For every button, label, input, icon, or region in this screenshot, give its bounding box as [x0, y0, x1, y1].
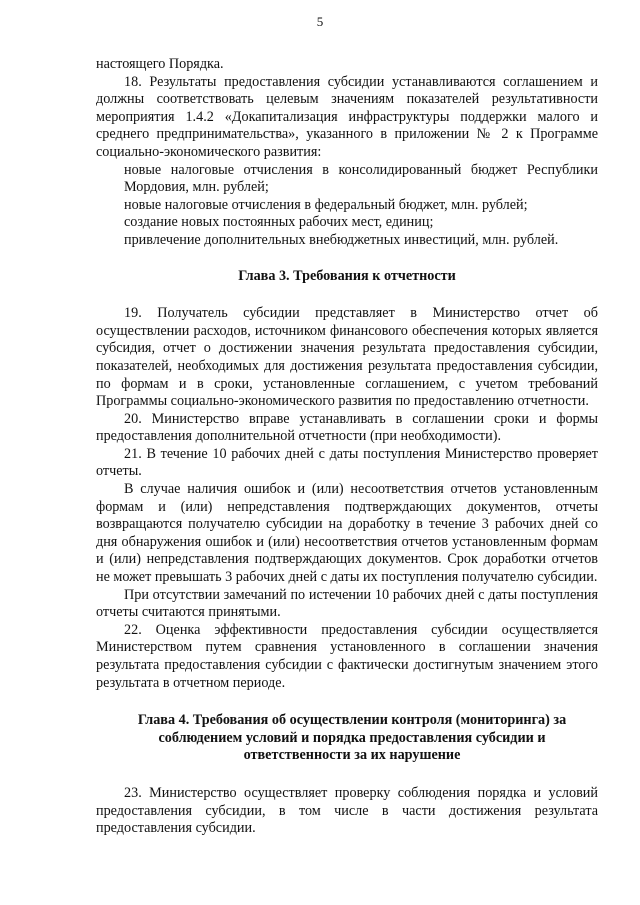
- document-body: [96, 56, 598, 838]
- paragraph-23: 23. Министерство осуществляет проверку соблюдения порядка и условий предоставления субсидии, в том числе в части достижения результата предоставления субсидии.: [96, 784, 598, 837]
- chapter-4-heading: [96, 712, 598, 765]
- list-item: привлечение дополнительных внебюджетных инвестиций, млн. рублей.: [124, 231, 559, 248]
- list-item: создание новых постоянных рабочих мест, единиц;: [124, 214, 434, 231]
- chapter-3-heading: Глава 3. Требования к отчетности: [238, 267, 456, 284]
- paragraph-21: 21. В течение 10 рабочих дней с даты поступления Министерство проверяет отчеты.: [96, 445, 598, 480]
- chapter-4-heading-line: Глава 4. Требования об осуществлении контроля (мониторинга) за: [137, 712, 567, 729]
- paragraph-20: 20. Министерство вправе устанавливать в соглашении сроки и формы предоставления дополнительной отчетности (при необходимости).: [96, 410, 598, 445]
- paragraph-22: 22. Оценка эффективности предоставления субсидии осуществляется Министерством путем сравнения установленного в соглашении значения результата предоставления субсидии с фактически достигнутым значением этого результата в отчетном периоде.: [96, 621, 598, 691]
- paragraph-18: 18. Результаты предоставления субсидии устанавливаются соглашением и должны соответствовать целевым значениям показателей результативности мероприятия 1.4.2 «Докапитализация инфраструктуры поддержки малого и среднего предпринимательства», указанного в приложении № 2 к Программе социально-экономического развития:: [96, 73, 598, 160]
- page-number: 5: [316, 14, 324, 29]
- chapter-4-heading-line: соблюдением условий и порядка предоставления субсидии и: [158, 729, 546, 746]
- chapter-4-heading-line: ответственности за их нарушение: [243, 747, 461, 764]
- paragraph: В случае наличия ошибок и (или) несоответствия отчетов установленным формам и (или) непредставления подтверждающих документов, отчеты возвращаются получателю субсидии на доработку в течение 3 рабочих дней со дня обнаружения ошибок и (или) несоответствия отчетов установленным формам и (или) непредставления подтверждающих документов. Срок доработки отчетов не может превышать 3 рабочих дней с даты их поступления получателю субсидии.: [96, 481, 598, 586]
- paragraph-19: 19. Получатель субсидии представляет в Министерство отчет об осуществлении расходов, источником финансового обеспечения которых является субсидия, отчет о достижении значения результата предоставления субсидии, показателей, необходимых для достижения результата предоставления субсидии, по формам и в сроки, установленные соглашением, с учетом требований Программы социально-экономического развития по предоставлению отчетности.: [96, 305, 598, 410]
- list-item: новые налоговые отчисления в федеральный бюджет, млн. рублей;: [124, 196, 528, 213]
- paragraph: При отсутствии замечаний по истечении 10 рабочих дней с даты поступления отчеты считаются принятыми.: [96, 586, 598, 621]
- list-item: новые налоговые отчисления в консолидированный бюджет Республики Мордовия, млн. рублей;: [124, 161, 598, 196]
- paragraph: настоящего Порядка.: [96, 56, 224, 72]
